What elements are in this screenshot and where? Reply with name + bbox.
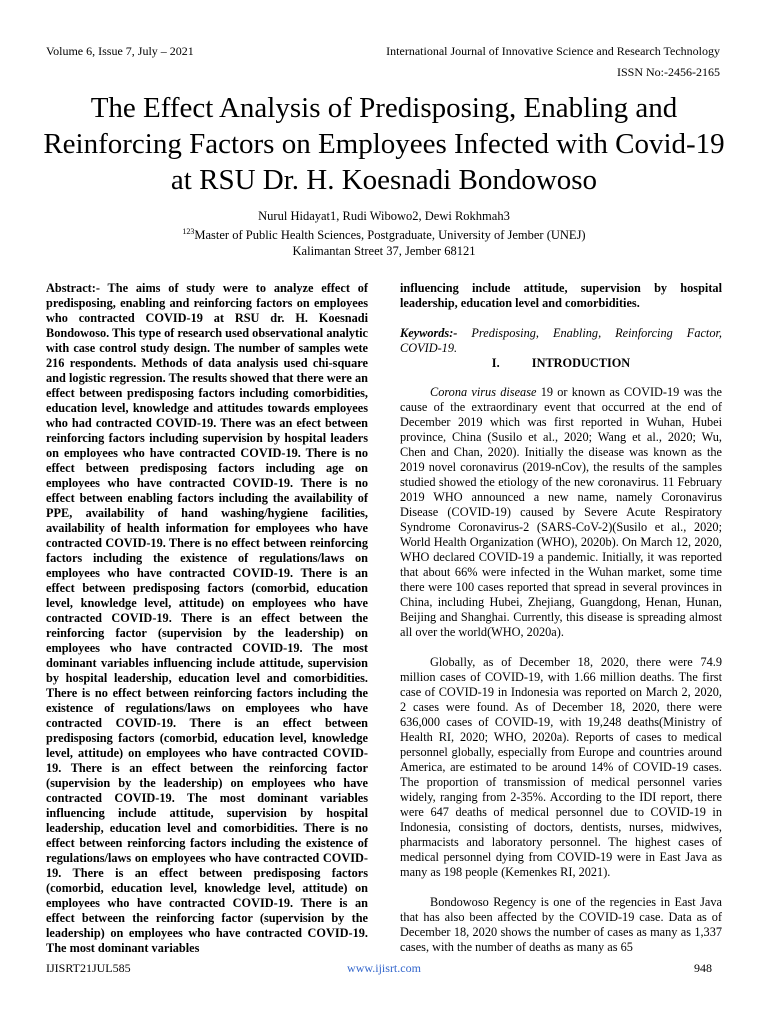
section-number: I. bbox=[491, 356, 500, 370]
page-number: 948 bbox=[694, 961, 712, 975]
abstract-label: Abstract:- bbox=[46, 281, 100, 295]
section-title: INTRODUCTION bbox=[531, 356, 631, 370]
paper-title: The Effect Analysis of Predisposing, Enabling and Reinforcing Factors on Employees Infected with Covid-19 at RSU Dr. H. Koesnadi Bondowoso bbox=[43, 92, 725, 196]
abstract-continuation: influencing include attitude, supervision by hospital leadership, education level and comorbidities. bbox=[400, 281, 722, 310]
journal-name: International Journal of Innovative Science and Research Technology bbox=[386, 44, 720, 58]
intro-paragraph-3: Bondowoso Regency is one of the regencies in East Java that has also been affected by the COVID-19 case. Data as of December 18, 2020 shows the number of cases as many as 1,337 cases, with the number of deaths as many as 65 bbox=[400, 895, 722, 954]
intro-p1-text: 19 or known as COVID-19 was the cause of the extraordinary event that occurred at the end of December 2019 which was first reported in Wuhan, Hubei province, China (Susilo et al., 2020; Wang et al., 2020; Wu, Chen and Chan, 2020). Initially the disease was known as the 2019 novel coronavirus (2019-nCov), the results of the samples studied showed the etiology of the new coronavirus. 11 February 2019 WHO announced a new name, namely Coronavirus Disease (COVID-19) caused by Severe Acute Respiratory Syndrome Coronavirus-2 (SARS-CoV-2)(Susilo et al., 2020; World Health Organization (WHO), 2020b). On March 12, 2020, WHO declared COVID-19 a pandemic. Initially, it was reported that about 66% were infected in the Wuhan market, some time there were 100 cases reported that spread in several provinces in China, including Hubei, Zhejiang, Guangdong, Henan, Hunan, Beijing and Shanghai. Currently, this disease is spreading almost all over the world(WHO, 2020a). bbox=[400, 385, 722, 639]
author-address: Kalimantan Street 37, Jember 68121 bbox=[292, 244, 476, 259]
affiliation-sup: 123 bbox=[182, 227, 195, 236]
intro-italic: Corona virus disease bbox=[430, 385, 537, 399]
right-column bbox=[400, 281, 722, 955]
issn: ISSN No:-2456-2165 bbox=[616, 65, 720, 79]
journal-url[interactable]: www.ijisrt.com bbox=[347, 961, 421, 975]
author-block bbox=[40, 208, 728, 259]
abstract bbox=[46, 281, 368, 956]
article-code: IJISRT21JUL585 bbox=[46, 961, 131, 975]
abstract-text: The aims of study were to analyze effect of predisposing, enabling and reinforcing factors on employees who contracted COVID-19 at RSU dr. H. Koesnadi Bondowoso. This type of research used observational analytic with case control study design. The number of samples wete 216 respondents. Methods of data analysis used chi-square and logistic regression. The results showed that there were an effect between predisposing factors including comorbidities, education level, knowledge and attitudes towards employees who had contracted COVID-19. There was an efect between reinforcing factors including supervision by hospital leaders on employees who have contracted COVID-19. There is no effect between predisposing factors including age on employees who have contracted COVID-19. There is no effect between enabling factors including the availability of PPE, availability of hand washing/hygiene facilities, availability of health information for employees who have contracted COVID-19. There is no effect between reinforcing factors including the existence of regulations/laws on employees who have contracted COVID-19. There is an effect between predisposing factors (comorbid, education level, knowledge level, attitude) on employees who have contracted COVID-19. There is an effect between the reinforcing factor (supervision by the leadership) on employees who have contracted COVID-19. The most dominant variables influencing include attitude, supervision by hospital leadership, education level and comorbidities. There is no effect between reinforcing factors including the existence of regulations/laws on employees who have contracted COVID-19. There is an effect between predisposing factors (comorbid, education level, knowledge level, attitude) on employees who have contracted COVID-19. There is an effect between the reinforcing factor (supervision by the leadership) on employees who have contracted COVID-19. The most dominant variables influencing include attitude, supervision by hospital leadership, education level and comorbidities. There is no effect between reinforcing factors including the existence of regulations/laws on employees who have contracted COVID-19. There is an effect between predisposing factors (comorbid, education level, knowledge level, attitude) on employees who have contracted COVID-19. There is an effect between the reinforcing factor (supervision by the leadership) on employees who have contracted COVID-19. The most dominant variables bbox=[46, 281, 368, 955]
volume-issue: Volume 6, Issue 7, July – 2021 bbox=[46, 44, 194, 58]
affiliation-text: Master of Public Health Sciences, Postgraduate, University of Jember (UNEJ) bbox=[194, 228, 586, 243]
left-column bbox=[46, 281, 368, 956]
keywords bbox=[400, 326, 722, 356]
intro-paragraph-2: Globally, as of December 18, 2020, there were 74.9 million cases of COVID-19, with 1.66 million deaths. The first case of COVID-19 in Indonesia was reported on March 2, 2020, 2 cases were found. As of December 18, 2020, there were 636,000 cases of COVID-19, with 19,248 deaths(Ministry of Health RI, 2020; WHO, 2020a). Reports of cases to medical personnel globally, especially from Europe and countries around America, are estimated to be around 14% of COVID-19 cases. The proportion of transmission of medical personnel varies widely, ranging from 2-35%. According to the IDI report, there were 647 deaths of medical personnel due to COVID-19 in Indonesia, consisting of doctors, dentists, nurses, midwives, pharmacists and laboratory personnel. The highest cases of medical personnel dying from COVID-19 were in East Java as many as 198 people (Kemenkes RI, 2021). bbox=[400, 655, 722, 879]
keywords-text: Predisposing, Enabling, Reinforcing Factor, COVID-19. bbox=[400, 326, 722, 355]
section-heading bbox=[400, 356, 722, 371]
author-names: Nurul Hidayat1, Rudi Wibowo2, Dewi Rokhmah3 bbox=[258, 209, 510, 223]
affiliation bbox=[40, 224, 728, 243]
keywords-label: Keywords:- bbox=[400, 326, 458, 340]
intro-paragraph-1 bbox=[400, 385, 722, 640]
